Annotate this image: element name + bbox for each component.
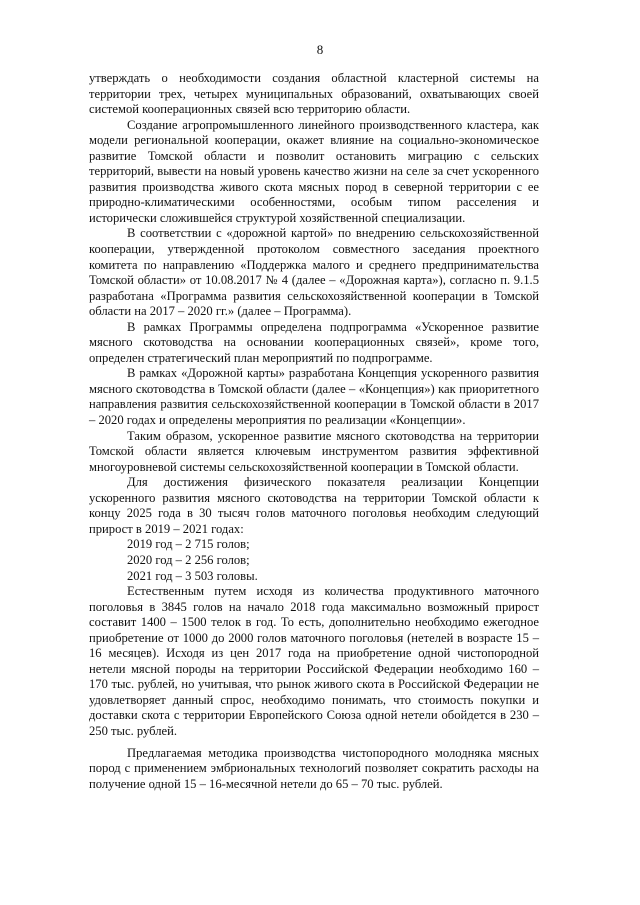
paragraph: В рамках Программы определена подпрограмма «Ускоренное развитие мясного скотоводства на основании кооперационных связей», кроме того, определен стратегический план мероприятий по подпрограмме.	[89, 319, 539, 365]
paragraph: В соответствии с «дорожной картой» по внедрению сельскохозяйственной кооперации, утвержденной протоколом совместного заседания проектного комитета по направлению «Поддержка малого и среднего предпринимательства Томской области» от 10.08.2017 № 4 (далее – «Дорожная карта»), согласно п. 9.1.5 разработана «Программа развития сельскохозяйственной кооперации в Томской области на 2017 – 2020 гг.» (далее – Программа).	[89, 226, 539, 319]
year-increase-item: 2021 год – 3 503 головы.	[127, 568, 258, 583]
page-number: 8	[316, 42, 324, 57]
paragraph: утверждать о необходимости создания областной кластерной системы на территории трех, четырех муниципальных образований, охватывающих своей системой кооперационных связей всю территорию области.	[89, 71, 539, 117]
year-increase-item: 2019 год – 2 715 голов;	[127, 537, 250, 552]
paragraph: Естественным путем исходя из количества продуктивного маточного поголовья в 3845 голов на начало 2018 года максимально возможный прирост составит 1400 – 1500 телок в год. То есть, дополнительно необходимо ежегодное приобретение от 1000 до 2000 голов маточного поголовья (нетелей в возрасте 15 – 16 месяцев). Исходя из цен 2017 года на приобретение одной чистопородной нетели мясной породы на территории Российской Федерации необходимо 160 – 170 тыс. рублей, но учитывая, что рынок живого скота в Российской Федерации не удовлетворяет данный спрос, необходимо понимать, что стоимость покупки и доставки скота с территории Европейского Союза одной нетели обойдется в 230 – 250 тыс. рублей.	[89, 584, 539, 738]
paragraph: Создание агропромышленного линейного производственного кластера, как модели региональной кооперации, окажет влияние на социально-экономическое развитие Томской области и позволит остановить миграцию с сельских территорий, вывести на новый уровень качество жизни на селе за счет ускоренного развития производства живого скота мясных пород в северной территории с ее природно-климатическими особенностями, особым типом расселения и исторически сложившейся структурой хозяйственной специализации.	[89, 117, 539, 225]
paragraph: Таким образом, ускоренное развитие мясного скотоводства на территории Томской области является ключевым инструментом развития эффективной многоуровневой системы сельскохозяйственной кооперации в Томской области.	[89, 428, 539, 474]
year-increase-item: 2020 год – 2 256 голов;	[127, 552, 250, 567]
paragraph: В рамках «Дорожной карты» разработана Концепция ускоренного развития мясного скотоводства в Томской области (далее – «Концепция») как приоритетного направления развития сельскохозяйственной кооперации в Томской области в 2017 – 2020 годах и определены мероприятия по реализации «Концепции».	[89, 366, 539, 428]
document-body	[89, 71, 539, 792]
paragraph: Для достижения физического показателя реализации Концепции ускоренного развития мясного скотоводства на территории Томской области к концу 2025 года в 30 тысяч голов маточного поголовья необходим следующий прирост в 2019 – 2021 годах:	[89, 475, 539, 536]
paragraph: Предлагаемая методика производства чистопородного молодняка мясных пород с применением эмбриональных технологий позволяет сократить расходы на получение одной 15 – 16-месячной нетели до 65 – 70 тыс. рублей.	[89, 745, 539, 791]
